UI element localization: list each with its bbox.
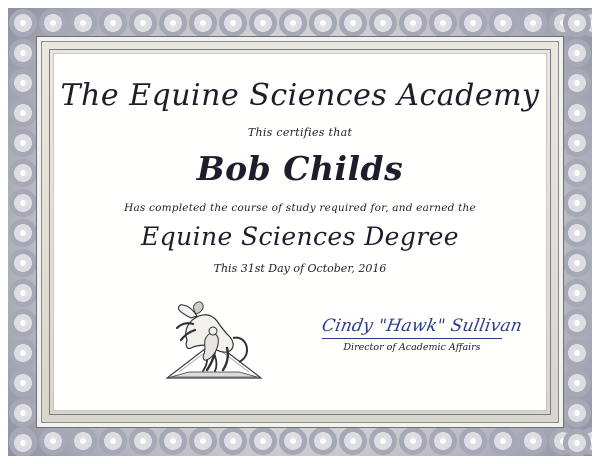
certificate-title: The Equine Sciences Academy: [60, 78, 540, 113]
certificate-paper: [53, 53, 547, 411]
date-line: This 31st Day of October, 2016: [213, 262, 387, 275]
signature-role: Director of Academic Affairs: [343, 342, 481, 353]
signature-rule: [322, 338, 502, 339]
certifies-line: This certifies that: [247, 126, 353, 139]
recipient-name: Bob Childs: [196, 149, 404, 188]
award-title: Equine Sciences Degree: [141, 222, 459, 251]
completion-line: Has completed the course of study required for, and earned the: [124, 202, 476, 214]
horse-statue-emblem: [149, 294, 279, 384]
signature-script: Cindy "Hawk" Sullivan: [320, 316, 524, 336]
signature-block: [320, 316, 524, 353]
